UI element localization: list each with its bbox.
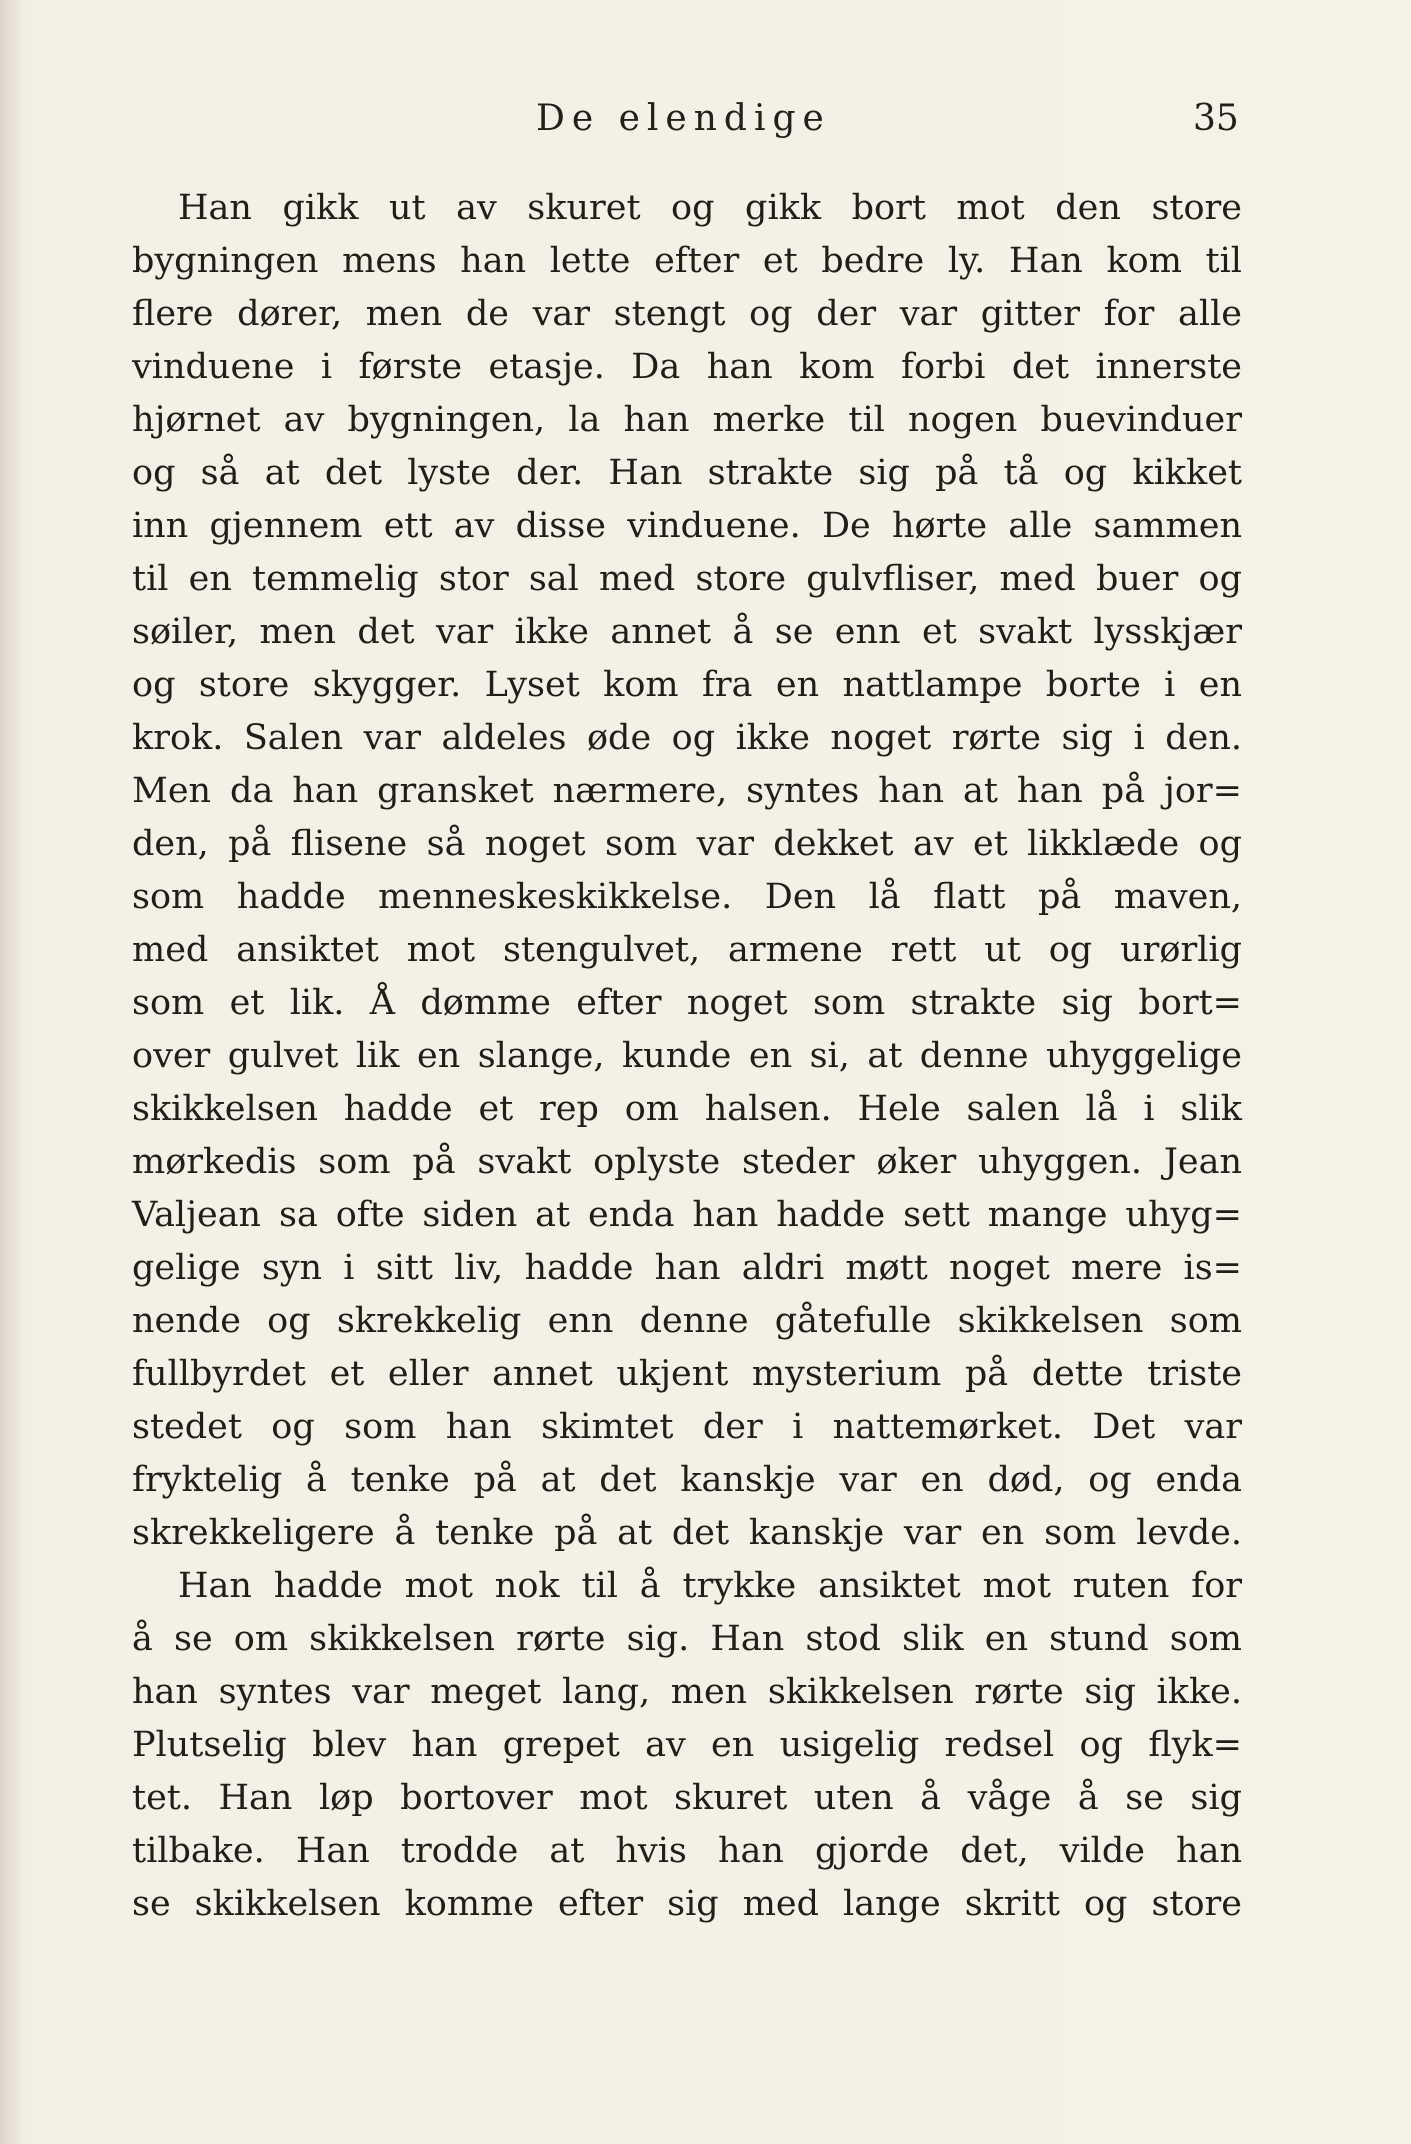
text-line: tilbake. Han trodde at hvis han gjorde det, vilde han — [132, 1831, 1242, 1871]
text-line: krok. Salen var aldeles øde og ikke noget rørte sig i den. — [132, 718, 1242, 758]
text-line: som et lik. Å dømme efter noget som strakte sig bort= — [132, 983, 1242, 1023]
text-line: han syntes var meget lang, men skikkelsen rørte sig ikke. — [132, 1672, 1242, 1712]
text-line: flere dører, men de var stengt og der var gitter for alle — [132, 294, 1242, 334]
text-line: Men da han gransket nærmere, syntes han at han på jor= — [132, 771, 1242, 811]
text-line: gelige syn i sitt liv, hadde han aldri møtt noget mere is= — [132, 1248, 1242, 1288]
page-number: 35 — [1193, 98, 1239, 139]
text-line: til en temmelig stor sal med store gulvfliser, med buer og — [132, 559, 1242, 599]
text-line: Han gikk ut av skuret og gikk bort mot den store — [178, 188, 1242, 228]
text-line: og store skygger. Lyset kom fra en nattlampe borte i en — [132, 665, 1242, 705]
text-line: Han hadde mot nok til å trykke ansiktet mot ruten for — [178, 1566, 1242, 1606]
text-line: nende og skrekkelig enn denne gåtefulle skikkelsen som — [132, 1301, 1242, 1341]
text-line: Valjean sa ofte siden at enda han hadde sett mange uhyg= — [132, 1195, 1242, 1235]
text-line: over gulvet lik en slange, kunde en si, at denne uhyggelige — [132, 1036, 1242, 1076]
running-title: De elendige — [536, 98, 831, 139]
text-line: og så at det lyste der. Han strakte sig på tå og kikket — [132, 453, 1242, 493]
text-line: inn gjennem ett av disse vinduene. De hørte alle sammen — [132, 506, 1242, 546]
text-line: hjørnet av bygningen, la han merke til nogen buevinduer — [132, 400, 1242, 440]
text-line: skrekkeligere å tenke på at det kanskje var en som levde. — [132, 1513, 1242, 1553]
text-line: se skikkelsen komme efter sig med lange skritt og store — [132, 1884, 1242, 1924]
text-line: bygningen mens han lette efter et bedre ly. Han kom til — [132, 241, 1242, 281]
text-line: å se om skikkelsen rørte sig. Han stod slik en stund som — [132, 1619, 1242, 1659]
text-line: søiler, men det var ikke annet å se enn et svakt lysskjær — [132, 612, 1242, 652]
text-line: fryktelig å tenke på at det kanskje var en død, og enda — [132, 1460, 1242, 1500]
text-line: vinduene i første etasje. Da han kom forbi det innerste — [132, 347, 1242, 387]
text-line: mørkedis som på svakt oplyste steder øker uhyggen. Jean — [132, 1142, 1242, 1182]
text-line: den, på flisene så noget som var dekket av et likklæde og — [132, 824, 1242, 864]
text-line: fullbyrdet et eller annet ukjent mysterium på dette triste — [132, 1354, 1242, 1394]
page-binding-edge — [0, 0, 22, 2144]
text-line: stedet og som han skimtet der i nattemørket. Det var — [132, 1407, 1242, 1447]
text-line: skikkelsen hadde et rep om halsen. Hele salen lå i slik — [132, 1089, 1242, 1129]
text-line: med ansiktet mot stengulvet, armene rett ut og urørlig — [132, 930, 1242, 970]
text-line: som hadde menneskeskikkelse. Den lå flatt på maven, — [132, 877, 1242, 917]
text-line: Plutselig blev han grepet av en usigelig redsel og flyk= — [132, 1725, 1242, 1765]
body-text — [132, 182, 1242, 1931]
text-line: tet. Han løp bortover mot skuret uten å våge å se sig — [132, 1778, 1242, 1818]
